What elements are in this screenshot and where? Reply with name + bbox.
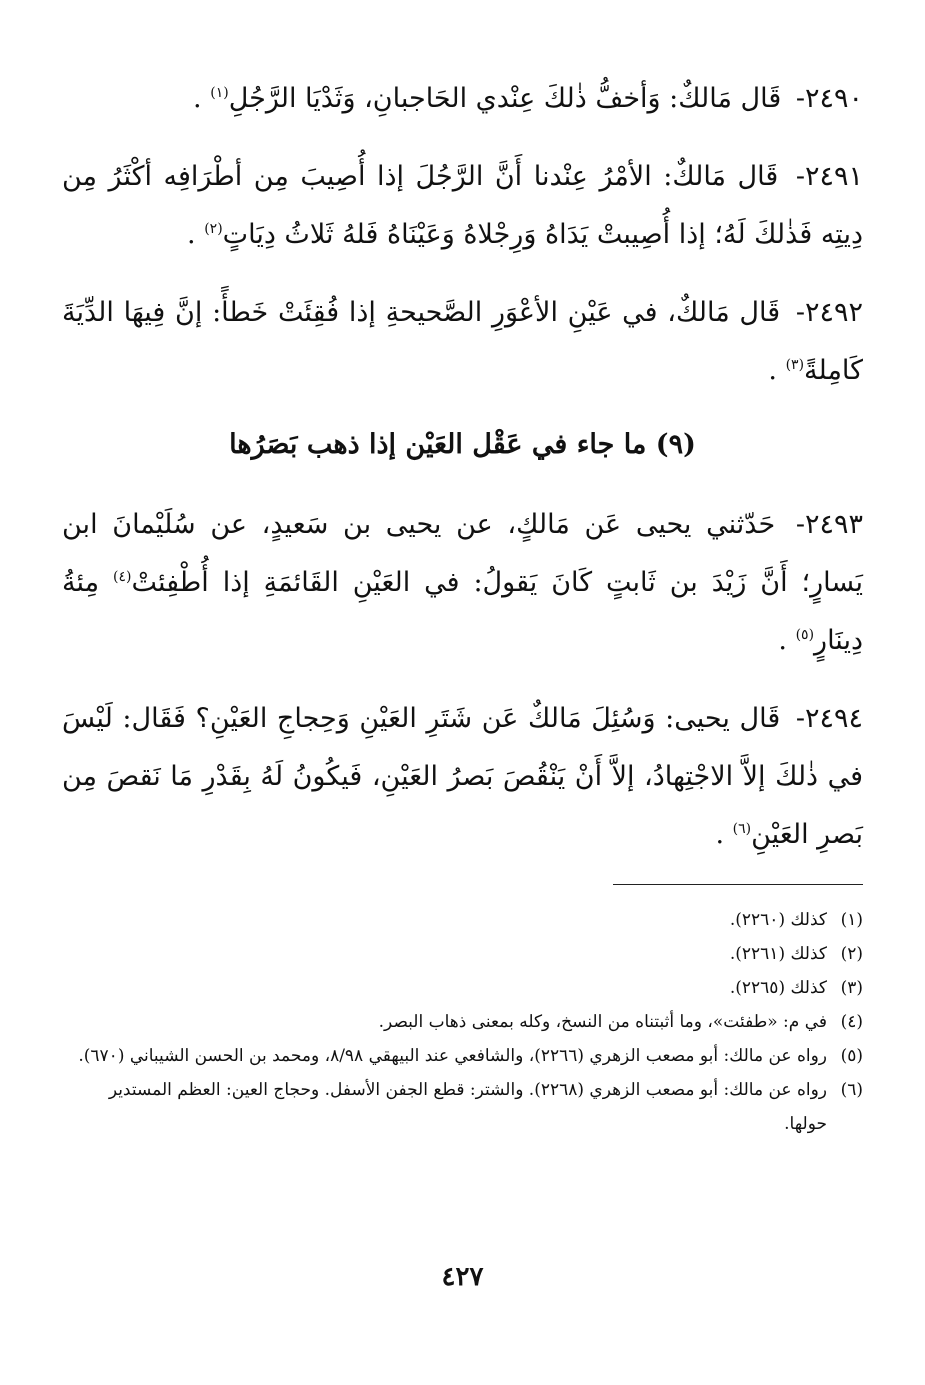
paragraph-2491 [62, 148, 863, 264]
page-number: ٤٢٧ [441, 1262, 484, 1292]
footnote [62, 1073, 863, 1141]
paragraph-number: ٢٤٩٣- [795, 509, 863, 540]
footnote-divider [613, 884, 863, 885]
footnote-ref: (١) [210, 85, 229, 101]
paragraph-number: ٢٤٩٤- [795, 703, 863, 734]
paragraph-end: . [715, 819, 725, 850]
paragraph-2493 [62, 496, 863, 670]
footnote [62, 903, 863, 937]
paragraph-number: ٢٤٩٠- [795, 83, 863, 114]
footnote [62, 937, 863, 971]
paragraph-number: ٢٤٩١- [795, 161, 863, 192]
footnote [62, 1005, 863, 1039]
footnote-ref: (٣) [785, 357, 805, 373]
paragraph-text: قَال مَالكٌ: وَأخفُّ ذٰلكَ عِنْدي الحَاجبانِ، وَثَدْيَا الرَّجُلِ [228, 83, 782, 114]
footnote-text: كذلك (٢٢٦٥). [729, 978, 827, 998]
paragraph-end: . [768, 355, 777, 386]
footnote [62, 971, 863, 1005]
paragraph-end: . [193, 83, 202, 114]
footnote-ref: (٦) [732, 821, 752, 837]
footnote-number: (٣) [840, 978, 863, 998]
footnotes [62, 903, 863, 1141]
footnote-number: (٦) [840, 1080, 863, 1100]
footnote-number: (٢) [840, 944, 863, 964]
section-heading: (٩) ما جاء في عَقْل العَيْن إذا ذهب بَصَرُها [229, 429, 696, 460]
paragraph-text: قَال مَالكٌ، في عَيْنِ الأعْوَرِ الصَّحيحةِ إذا فُقِئَتْ خَطأً: إنَّ فِيهَا الدِّيَةَ كَامِلةً [62, 297, 863, 386]
paragraph-2494 [62, 690, 863, 864]
paragraph-end: . [187, 219, 196, 250]
footnote-number: (٥) [840, 1046, 863, 1066]
footnote-text: رواه عن مالك: أبو مصعب الزهري (٢٢٦٨). والشتر: قطع الجفن الأسفل. وحجاج العين: العظم المستدير حولها. [108, 1080, 827, 1134]
footnote-number: (٤) [840, 1012, 863, 1032]
footnote-number: (١) [840, 910, 863, 930]
paragraph-2492 [62, 284, 863, 400]
footnote-text: كذلك (٢٢٦٠). [729, 910, 827, 930]
paragraph-2490 [62, 70, 863, 128]
paragraph-number: ٢٤٩٢- [795, 297, 863, 328]
footnote-ref: (٥) [795, 627, 815, 643]
footnote-ref: (٢) [204, 221, 223, 237]
paragraph-end: . [778, 625, 787, 656]
footnote [62, 1039, 863, 1073]
footnote-text: كذلك (٢٢٦١). [729, 944, 827, 964]
paragraph-text: حَدّثني يحيى عَن مَالكٍ، عن يحيى بن سَعيدٍ، عن سُلَيْمانَ ابن يَسارٍ؛ أَنَّ زَيْدَ بن ثَابتٍ كَانَ يَقولُ: في العَيْنِ القَائمَةِ إذا أُطْفِئتْ [62, 509, 863, 598]
footnote-ref: (٤) [113, 569, 132, 585]
paragraph-text: قَال مَالكٌ: الأمْرُ عِنْدنا أَنَّ الرَّجُلَ إذا أُصِيبَ مِن أطْرَافِه أكْثَرُ مِن دِيتِه فَذٰلكَ لَهُ؛ إذا أُصِيبتْ يَدَاهُ وَرِجْلاهُ وَعَيْنَاهُ فَلهُ ثَلاثُ دِيَاتٍ [62, 161, 863, 250]
paragraph-text-continued: مِئةُ دِينَارٍ [62, 567, 863, 656]
paragraph-text: قَال يحيى: وَسُئِلَ مَالكٌ عَن شَتَرِ العَيْنِ وَحِجاجِ العَيْنِ؟ فَقَال: لَيْسَ في ذٰلكَ إلاَّ الاجْتِهادُ، إلاَّ أَنْ يَنْقُصَ بَصرُ العَيْنِ، فَيكُونُ لَهُ بِقَدْرِ مَا نَقصَ مِن بَصرِ العَيْنِ [62, 703, 863, 850]
footnote-text: في م: «طفئت»، وما أثبتناه من النسخ، وكله بمعنى ذهاب البصر. [378, 1012, 827, 1032]
footnote-text: رواه عن مالك: أبو مصعب الزهري (٢٢٦٦)، والشافعي عند البيهقي ٨/٩٨، ومحمد بن الحسن الشيباني (٦٧٠). [78, 1046, 827, 1066]
